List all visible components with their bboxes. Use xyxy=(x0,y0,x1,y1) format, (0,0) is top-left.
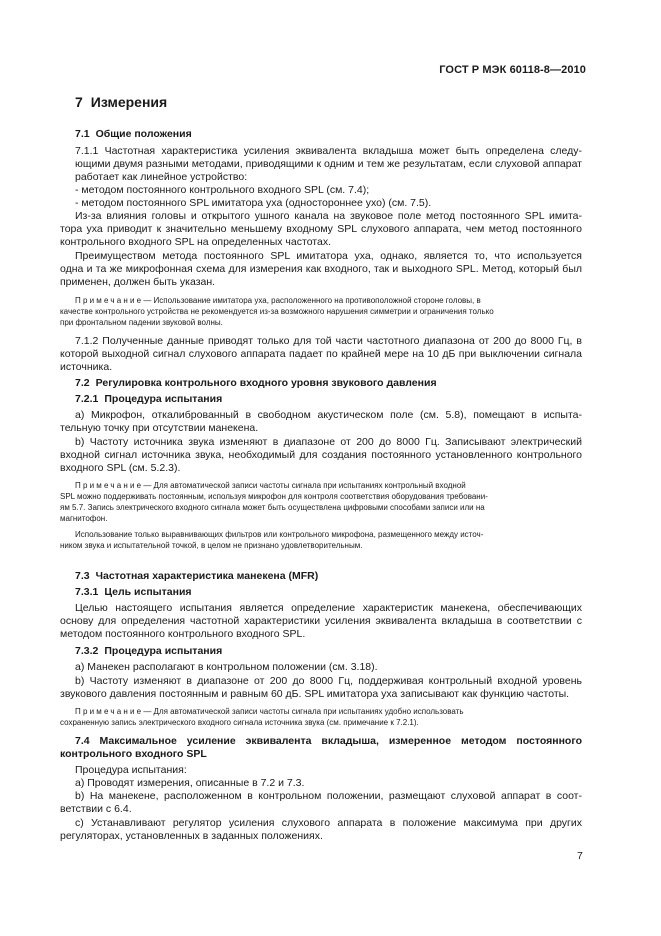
paragraph-line: ветствии с 6.4. xyxy=(60,803,132,815)
note-text: — Для автоматической записи частоты сигнала при испытаниях контрольный входной xyxy=(143,481,466,490)
paragraph-line: звукового давления постоянным и равным 60 дБ. SPL имитатора уха записывают как функцию частоты. xyxy=(60,688,570,700)
paragraph-line: Из-за влияния головы и открытого ушного канала на звуковое поле метод постоянного SPL имита- xyxy=(75,210,582,222)
subsubsection-title: Цель испытания xyxy=(104,586,192,598)
paragraph-line: тельную точку при отсутствии манекена. xyxy=(60,422,259,434)
paragraph-line: входного SPL (см. 5.2.3). xyxy=(60,462,181,474)
note-line: магнитофон. xyxy=(60,514,108,523)
note-label: Примечание xyxy=(75,707,144,716)
paragraph-line: одна и та же микрофонная схема для измерения как входного, так и выходного SPL. Метод, который был xyxy=(60,263,582,275)
note xyxy=(75,295,481,306)
note-line: качестве контрольного устройства не рекомендуется из-за возможного нарушения симметрии и ограничения только xyxy=(60,307,494,316)
section-heading xyxy=(75,94,167,110)
paragraph-line: Процедура испытания: xyxy=(75,764,187,776)
note-line: сохраненную запись электрического входного сигнала источника звука (см. примечание к 7.2.1). xyxy=(60,718,419,727)
paragraph-line: которой выходной сигнал слухового аппарата падает по крайней мере на 10 дБ при выключении сигнала xyxy=(60,348,582,360)
paragraph-line: a) Манекен располагают в контрольном положении (см. 3.18). xyxy=(75,661,378,673)
note xyxy=(75,706,464,717)
paragraph-line: источника. xyxy=(60,361,113,373)
subsection-title: Общие положения xyxy=(95,128,192,140)
paragraph-line: работает как линейное устройство: xyxy=(75,171,248,183)
subsection-heading-7-4-cont: контрольного входного SPL xyxy=(60,748,207,760)
paragraph-line: b) Частоту источника звука изменяют в диапазоне от 200 до 8000 Гц. Записывают электрический xyxy=(75,436,582,448)
subsubsection-heading-7-3-1 xyxy=(75,586,192,598)
subsection-number: 7.3 xyxy=(75,570,90,582)
subsubsection-title: Процедура испытания xyxy=(104,393,223,405)
subsection-title: Частотная характеристика манекена (MFR) xyxy=(95,570,319,582)
paragraph-line: c) Устанавливают регулятор усиления слухового аппарата в положение максимума при других xyxy=(75,817,582,829)
note-line: ником звука и испытательной точкой, в целом не признано удовлетворительным. xyxy=(60,541,363,550)
subsubsection-number: 7.3.2 xyxy=(75,645,99,657)
subsubsection-title: Процедура испытания xyxy=(104,645,223,657)
paragraph-line: Целью настоящего испытания является определение характеристик манекена, обеспечивающих xyxy=(75,602,582,614)
note-text: — Использование имитатора уха, расположенного на противоположной стороне головы, в xyxy=(143,296,481,305)
paragraph-line: 7.1.2 Полученные данные приводят только для той части частотного диапазона от 200 до 8000 Гц, в xyxy=(75,335,582,347)
list-item: - методом постоянного SPL имитатора уха (одностороннее ухо) (см. 7.5). xyxy=(75,197,432,209)
subsection-heading-7-1 xyxy=(75,128,192,140)
paragraph-line: a) Микрофон, откалиброванный в свободном акустическом поле (см. 5.8), помещают в испыта- xyxy=(75,409,582,421)
section-number: 7 xyxy=(75,94,83,110)
paragraph-line: тора уха приводит к значительно меньшему входному SPL слухового аппарата, чем метод постоянного xyxy=(60,223,582,235)
list-item: - методом постоянного контрольного входного SPL (см. 7.4); xyxy=(75,184,370,196)
paragraph-line: регуляторах, установленных в заданных положениях. xyxy=(60,830,323,842)
subsubsection-heading-7-3-2 xyxy=(75,645,222,657)
subsection-heading-7-3 xyxy=(75,570,318,582)
note-line: при фронтальном падении звуковой волны. xyxy=(60,318,223,327)
standard-header: ГОСТ Р МЭК 60118-8—2010 xyxy=(439,64,586,76)
paragraph-line: a) Проводят измерения, описанные в 7.2 и 7.3. xyxy=(75,777,305,789)
note xyxy=(75,480,466,491)
paragraph-line: b) На манекене, расположенном в контрольном положении, размещают слуховой аппарат в соот- xyxy=(75,790,582,802)
subsection-number: 7.2 xyxy=(75,377,90,389)
subsection-heading-7-2 xyxy=(75,377,437,389)
note-line: Использование только выравнивающих фильтров или контрольного микрофона, размещенного между источ- xyxy=(75,530,484,539)
subsubsection-number: 7.3.1 xyxy=(75,586,99,598)
subsection-heading-7-4: 7.4 Максимальное усиление эквивалента вкладыша, измеренное методом постоянного xyxy=(75,735,582,747)
page-number: 7 xyxy=(577,850,583,862)
note-line: ям 5.7. Запись электрического входного сигнала может быть осуществлена цифровыми способами записи или на xyxy=(60,503,485,512)
section-title: Измерения xyxy=(90,94,168,110)
paragraph-line: Преимуществом метода постоянного SPL имитатора уха, однако, является то, что используется xyxy=(75,250,582,262)
subsubsection-number: 7.2.1 xyxy=(75,393,99,405)
subsection-title: Регулировка контрольного входного уровня звукового давления xyxy=(95,377,437,389)
note-text: — Для автоматической записи частоты сигнала при испытаниях удобно использовать xyxy=(143,707,464,716)
paragraph-line: контрольного входного SPL на определенных частотах. xyxy=(60,236,331,248)
paragraph-line: основу для определения частотной характеристики усиления эквивалента вкладыша в соответствии с xyxy=(60,615,582,627)
paragraph-line: 7.1.1 Частотная характеристика усиления эквивалента вкладыша может быть определена следу- xyxy=(75,145,582,157)
note-line: SPL можно поддерживать постоянным, используя микрофон для контроля соответствия оборудования требовани- xyxy=(60,492,488,501)
paragraph-line: входной сигнал источника звука, необходимый для создания постоянного установленного контрольного xyxy=(60,449,582,461)
subsection-number: 7.1 xyxy=(75,128,90,140)
paragraph-line: применен, должен быть указан. xyxy=(60,276,216,288)
paragraph-line: ющими двумя разными методами, приводящими к одним и тем же результатам, если слуховой аппарат xyxy=(75,158,582,170)
note-label: Примечание xyxy=(75,481,144,490)
paragraph-line: b) Частоту изменяют в диапазоне от 200 до 8000 Гц, поддерживая контрольный входной уровень xyxy=(75,675,582,687)
paragraph-line: методом постоянного контрольного входного SPL. xyxy=(60,628,306,640)
subsubsection-heading-7-2-1 xyxy=(75,393,222,405)
note-label: Примечание xyxy=(75,296,144,305)
